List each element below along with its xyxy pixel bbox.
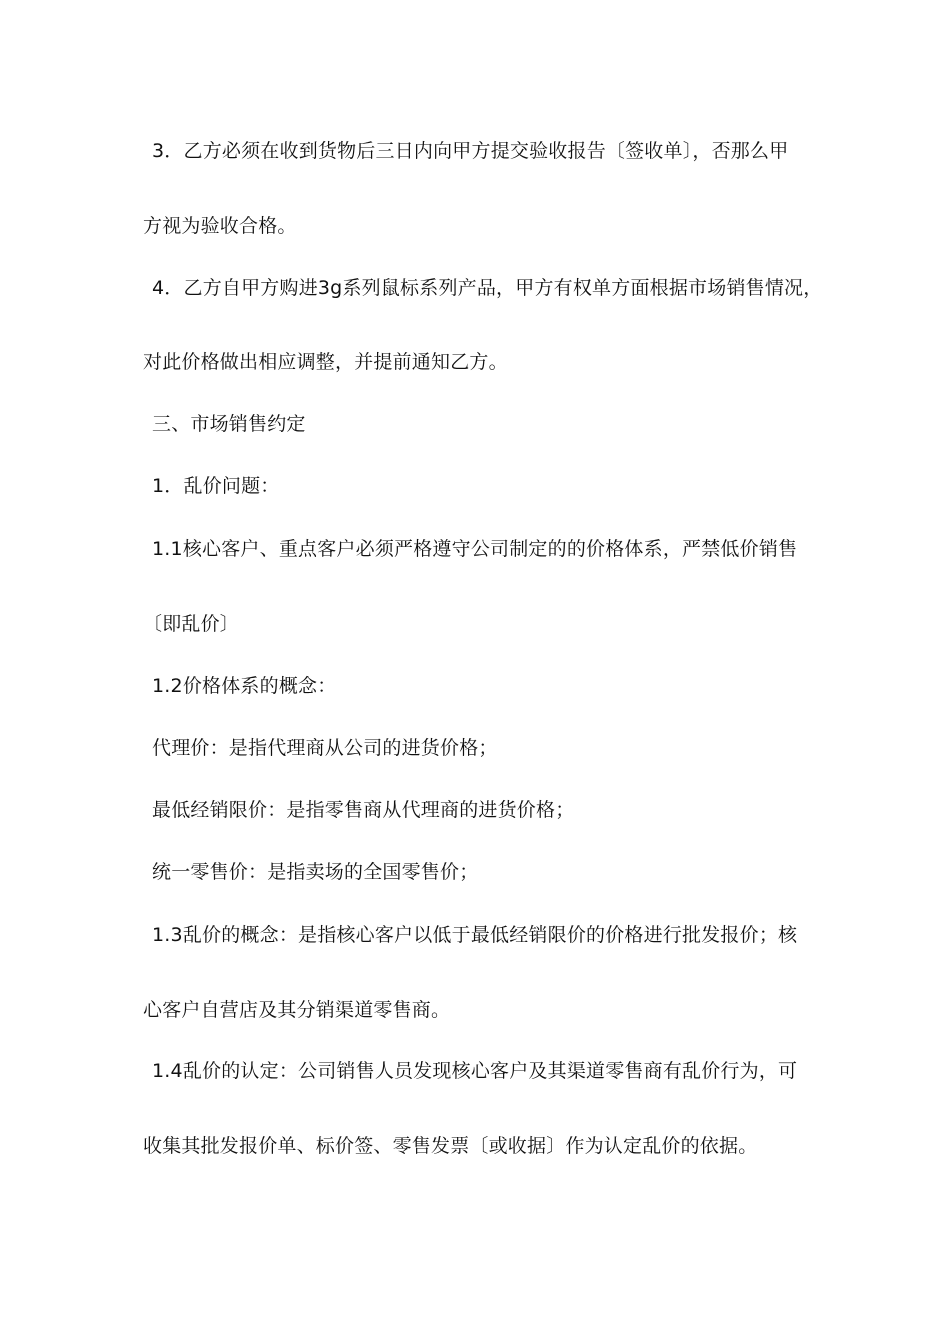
clause-4-line-1: 4．乙方自甲方购进3g系列鼠标系列产品，甲方有权单方面根据市场销售情况， — [152, 277, 823, 299]
clause-4-line-2: 对此价格做出相应调整，并提前通知乙方。 — [143, 351, 508, 373]
clause-1-4-line-1: 1.4乱价的认定：公司销售人员发现核心客户及其渠道零售商有乱价行为，可 — [152, 1060, 798, 1082]
definition-retail-price: 统一零售价：是指卖场的全国零售价； — [152, 861, 479, 883]
clause-1-4-line-2: 收集其批发报价单、标价签、零售发票〔或收据〕作为认定乱价的依据。 — [143, 1135, 758, 1157]
clause-1-3-line-1: 1.3乱价的概念：是指核心客户以低于最低经销限价的价格进行批发报价；核 — [152, 924, 798, 946]
subsection-heading: 1．乱价问题： — [152, 475, 280, 497]
clause-3-line-2: 方视为验收合格。 — [143, 215, 297, 237]
clause-1-3-line-2: 心客户自营店及其分销渠道零售商。 — [143, 999, 451, 1021]
definition-agent-price: 代理价：是指代理商从公司的进货价格； — [152, 737, 498, 759]
clause-1-2-heading: 1.2价格体系的概念： — [152, 675, 337, 697]
definition-minimum-price: 最低经销限价：是指零售商从代理商的进货价格； — [152, 799, 575, 821]
clause-1-1-line-2: 〔即乱价〕 — [143, 613, 240, 635]
clause-1-1-line-1: 1.1核心客户、重点客户必须严格遵守公司制定的的价格体系，严禁低价销售 — [152, 538, 798, 560]
section-heading: 三、市场销售约定 — [152, 413, 306, 435]
clause-3-line-1: 3．乙方必须在收到货物后三日内向甲方提交验收报告〔签收单〕，否那么甲 — [152, 140, 789, 162]
